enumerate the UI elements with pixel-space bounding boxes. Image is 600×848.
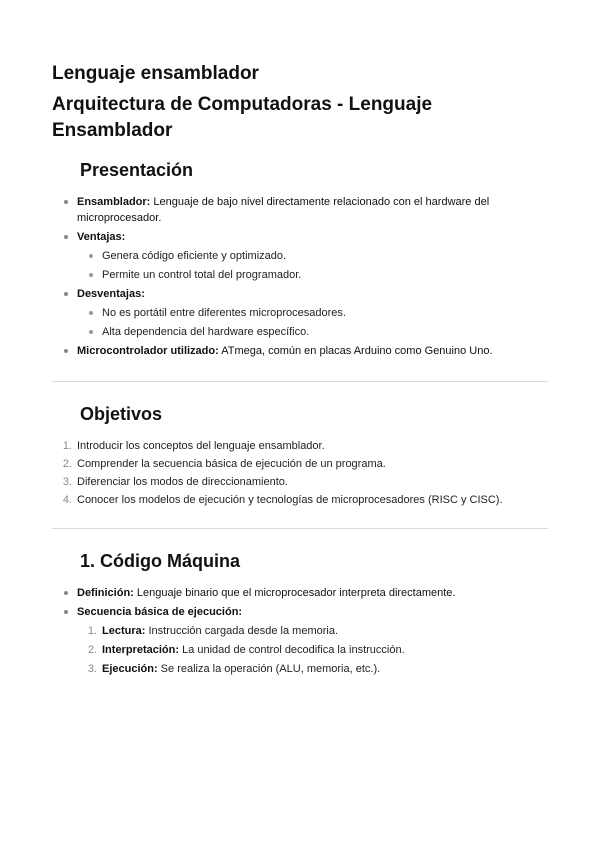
list-item: 1. Introducir los conceptos del lenguaje ensamblador. [62, 440, 325, 452]
section-divider [52, 528, 548, 529]
document-title: Lenguaje ensamblador [52, 63, 259, 84]
item-text: Introducir los conceptos del lenguaje ensamblador. [77, 440, 325, 452]
step-item: 3. Ejecución: Se realiza la operación (ALU, memoria, etc.). [87, 663, 381, 675]
codigo-list [52, 585, 548, 677]
item-text: Diferenciar los modos de direccionamiento. [77, 476, 288, 488]
section-heading-presentacion: Presentación [80, 160, 194, 180]
sub-list-item [77, 267, 548, 283]
section-divider [52, 381, 548, 382]
step-term: Interpretación: [102, 644, 180, 656]
step-text: Instrucción cargada desde la memoria. [145, 625, 339, 637]
objetivos-list [52, 438, 548, 508]
section-objetivos [52, 402, 548, 508]
item-term: Ensamblador: [77, 196, 151, 208]
list-item [52, 286, 548, 340]
section-presentacion [52, 158, 548, 359]
bullet-icon [64, 591, 68, 595]
item-term: Microcontrolador utilizado: [77, 345, 219, 357]
list-item [52, 229, 548, 283]
item-text: Comprender la secuencia básica de ejecución de un programa. [77, 458, 386, 470]
bullet-icon [64, 200, 68, 204]
item-term: Definición: [77, 587, 134, 599]
item-text: No es portátil entre diferentes microprocesadores. [102, 307, 346, 319]
bullet-icon [89, 273, 93, 277]
section-heading-codigo-maquina: 1. Código Máquina [80, 551, 240, 571]
list-item [52, 194, 548, 226]
list-item [52, 585, 548, 601]
bullet-icon [89, 254, 93, 258]
list-item: 2. Comprender la secuencia básica de ejecución de un programa. [62, 458, 386, 470]
sub-list [77, 248, 548, 283]
item-term: Desventajas: [77, 288, 145, 300]
item-text: Lenguaje de bajo nivel directamente relacionado con el hardware del microprocesador. [77, 196, 490, 224]
item-term: Secuencia básica de ejecución: [77, 606, 243, 618]
step-term: Lectura: [102, 625, 146, 637]
step-term: Ejecución: [102, 663, 158, 675]
list-item: 3. Diferenciar los modos de direccionamiento. [62, 476, 288, 488]
bullet-icon [64, 292, 68, 296]
step-text: Se realiza la operación (ALU, memoria, etc.). [157, 663, 381, 675]
sub-list-item [77, 248, 548, 264]
item-text: ATmega, común en placas Arduino como Genuino Uno. [218, 345, 493, 357]
item-text: Lenguaje binario que el microprocesador interpreta directamente. [133, 587, 456, 599]
list-item: 4. Conocer los modelos de ejecución y tecnologías de microprocesadores (RISC y CISC). [62, 494, 503, 506]
list-item [52, 604, 548, 677]
step-item: 2. Interpretación: La unidad de control decodifica la instrucción. [87, 644, 405, 656]
bullet-icon [64, 235, 68, 239]
bullet-icon [89, 330, 93, 334]
bullet-icon [64, 349, 68, 353]
item-text: Genera código eficiente y optimizado. [102, 250, 287, 262]
item-text: Conocer los modelos de ejecución y tecnologías de microprocesadores (RISC y CISC). [77, 494, 503, 506]
section-heading-objetivos: Objetivos [80, 404, 163, 424]
presentacion-list [52, 194, 548, 359]
bullet-icon [89, 311, 93, 315]
document-subtitle: Arquitectura de Computadoras - Lenguaje Ensamblador [52, 94, 433, 141]
item-text: Permite un control total del programador. [102, 269, 302, 281]
item-text: Alta dependencia del hardware específico. [102, 326, 310, 338]
sub-list-item [77, 305, 548, 321]
steps-list [77, 623, 548, 677]
step-text: La unidad de control decodifica la instrucción. [179, 644, 405, 656]
section-codigo-maquina [52, 549, 548, 677]
list-item [52, 343, 548, 359]
sub-list [77, 305, 548, 340]
bullet-icon [64, 610, 68, 614]
document-page [52, 60, 548, 680]
item-term: Ventajas: [77, 231, 126, 243]
sub-list-item [77, 324, 548, 340]
step-item: 1. Lectura: Instrucción cargada desde la memoria. [87, 625, 339, 637]
